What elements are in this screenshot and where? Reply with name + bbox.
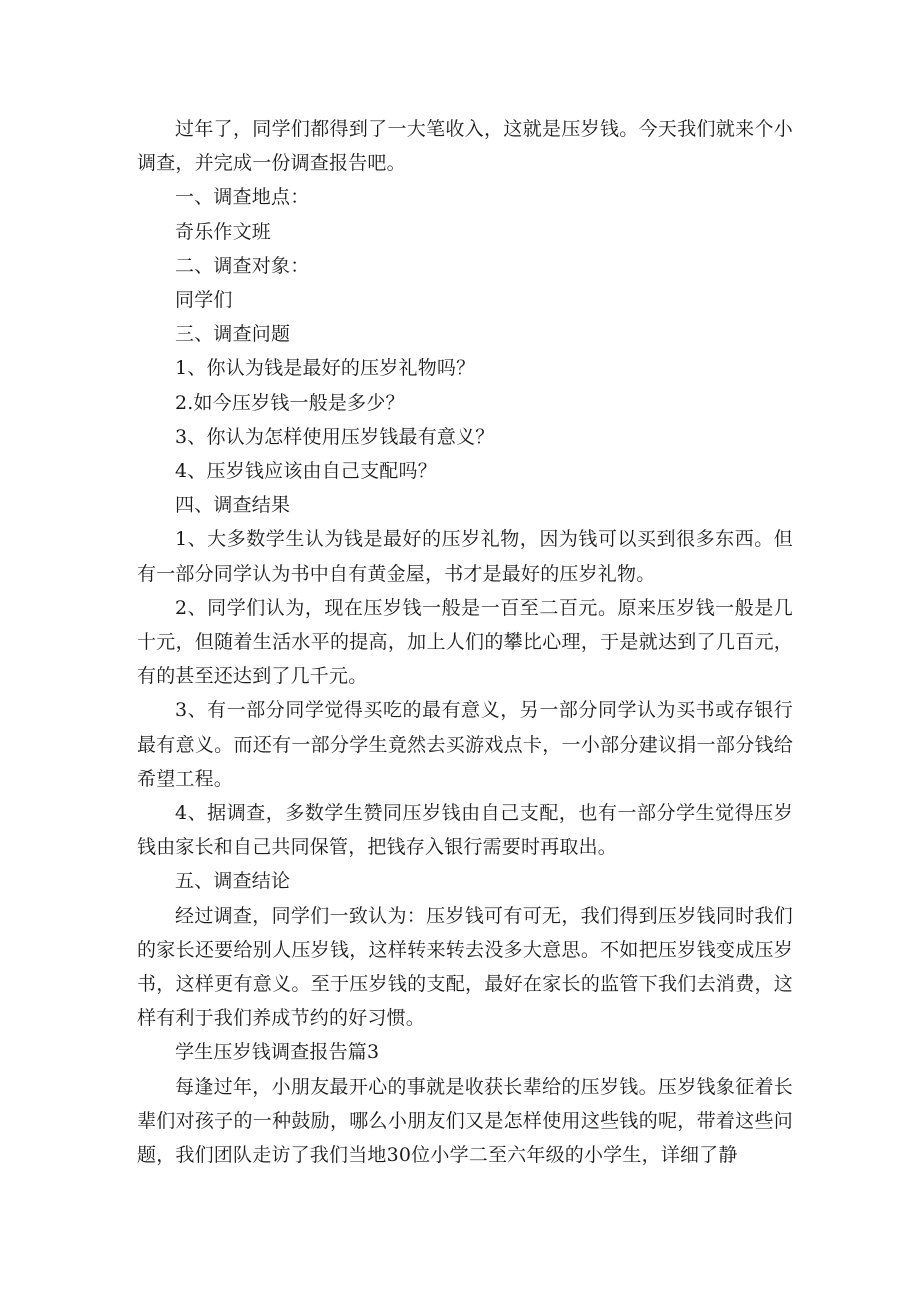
intro-paragraph: 过年了，同学们都得到了一大笔收入，这就是压岁钱。今天我们就来个小调查，并完成一份调查报告吧。 [137,118,793,175]
section-heading-results: 四、调查结果 [175,494,291,517]
document-body [137,112,793,1172]
question-item: 1、你认为钱是最好的压岁礼物吗？ [175,357,476,380]
result-paragraph: 3、有一部分同学觉得买吃的最有意义，另一部分同学认为买书或存银行最有意义。而还有一部分学生竟然去买游戏点卡，一小部分建议捐一部分钱给希望工程。 [137,699,793,790]
question-item: 4、压岁钱应该由自己支配吗？ [175,460,437,483]
subjects-value: 同学们 [175,289,233,312]
location-value: 奇乐作文班 [175,220,272,243]
section-heading-location: 一、调查地点： [175,186,310,209]
result-paragraph: 4、据调查，多数学生赞同压岁钱由自己支配，也有一部分学生觉得压岁钱由家长和自己共同保管，把钱存入银行需要时再取出。 [137,802,793,859]
article-intro-paragraph: 每逢过年，小朋友最开心的事就是收获长辈给的压岁钱。压岁钱象征着长辈们对孩子的一种鼓励，哪么小朋友们又是怎样使用这些钱的呢，带着这些问题，我们团队走访了我们当地30位小学二至六年级的小学生，详细了静 [137,1075,793,1167]
section-heading-subjects: 二、调查对象： [175,254,310,277]
conclusion-paragraph: 经过调查，同学们一致认为：压岁钱可有可无，我们得到压岁钱同时我们的家长还要给别人压岁钱，这样转来转去没多大意思。不如把压岁钱变成压岁书，这样更有意义。至于压岁钱的支配，最好在家长的监管下我们去消费，这样有利于我们养成节约的好习惯。 [137,904,793,1030]
question-item: 3、你认为怎样使用压岁钱最有意义？ [175,425,495,448]
result-paragraph: 2、同学们认为，现在压岁钱一般是一百至二百元。原来压岁钱一般是几十元，但随着生活水平的提高，加上人们的攀比心理，于是就达到了几百元，有的甚至还达到了几千元。 [137,596,793,688]
section-heading-questions: 三、调查问题 [175,323,291,346]
result-paragraph: 1、大多数学生认为钱是最好的压岁礼物，因为钱可以买到很多东西。但有一部分同学认为书中自有黄金屋，书才是最好的压岁礼物。 [137,528,793,585]
article-title: 学生压岁钱调查报告篇3 [175,1041,380,1064]
question-item: 2.如今压岁钱一般是多少？ [175,391,405,414]
section-heading-conclusion: 五、调查结论 [175,870,291,893]
